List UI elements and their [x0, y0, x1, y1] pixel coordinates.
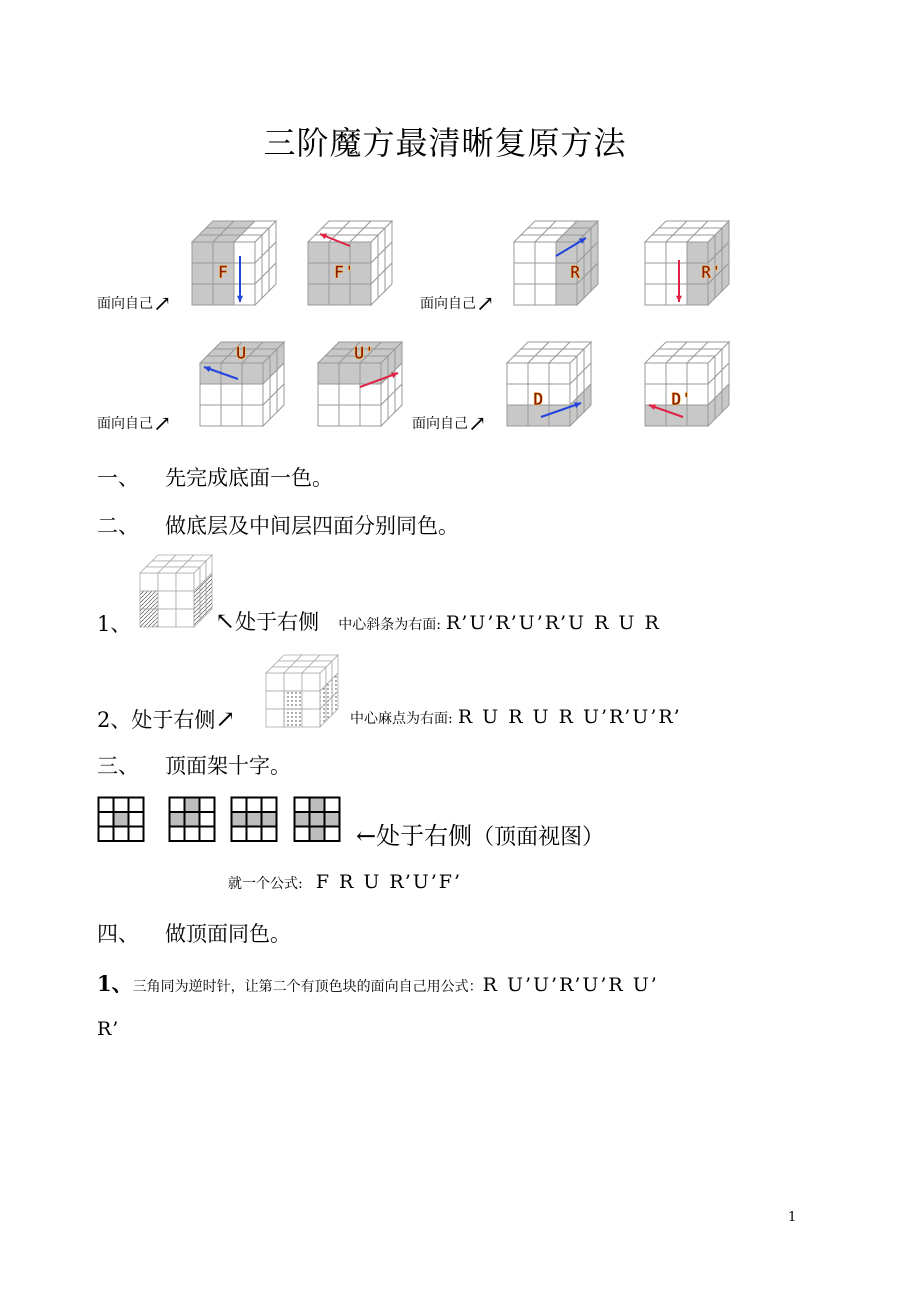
section-heading-1 — [97, 462, 333, 492]
grid-cell — [200, 798, 215, 813]
front-facelet — [645, 263, 666, 284]
front-facelet — [302, 691, 320, 709]
step4-number: 1、 — [97, 971, 133, 996]
grid-cell — [262, 798, 277, 813]
move-label: R — [570, 263, 581, 283]
front-facelet — [234, 242, 255, 263]
front-facelet — [350, 242, 371, 263]
front-facelet — [528, 363, 549, 384]
arrow-up-right-icon: ↗ — [468, 412, 487, 437]
grid-cell — [185, 812, 200, 827]
arrow-up-left-icon: ↖ — [215, 607, 236, 635]
section-text: 先完成底面一色。 — [165, 466, 333, 490]
front-facelet — [535, 263, 556, 284]
move-label: D — [533, 390, 544, 410]
case-number: 1、 — [97, 612, 132, 636]
cross-note: 就一个公式: — [228, 876, 303, 892]
grid-cell — [325, 798, 340, 813]
front-facelet — [302, 709, 320, 727]
section-text: 做顶面同色。 — [165, 922, 291, 946]
front-facelet — [549, 384, 570, 405]
cross-formula-line — [228, 871, 462, 893]
front-facelet — [308, 263, 329, 284]
front-facelet — [158, 609, 176, 627]
section-number: 四、 — [97, 922, 139, 946]
section-number: 一、 — [97, 466, 139, 490]
case-1-position — [215, 606, 661, 636]
front-facelet — [507, 384, 528, 405]
front-facelet — [176, 591, 194, 609]
top-view-grid-cross — [293, 796, 341, 842]
section-heading-2 — [97, 510, 459, 540]
front-facelet — [140, 573, 158, 591]
front-facelet — [645, 363, 666, 384]
grid-cell — [114, 812, 129, 827]
front-facelet — [507, 363, 528, 384]
grid-cell — [247, 798, 262, 813]
grid-cell — [247, 812, 262, 827]
front-facelet — [514, 284, 535, 305]
section-heading-3 — [97, 750, 291, 780]
step4-line — [97, 968, 659, 998]
step4-formula-cont: R’ — [97, 1018, 121, 1040]
grid-cell — [232, 827, 247, 842]
case-2-line — [97, 704, 235, 734]
grid-cell — [99, 827, 114, 842]
case-note: 中心麻点为右面: — [350, 711, 453, 727]
face-label — [412, 412, 486, 437]
front-facelet — [308, 242, 329, 263]
case-formula: R’U’R’U’R’U R U R — [446, 612, 661, 634]
front-facelet — [687, 363, 708, 384]
front-facelet — [645, 242, 666, 263]
section-text: 做底层及中间层四面分别同色。 — [165, 514, 459, 538]
page-title: 三阶魔方最清晰复原方法 — [263, 124, 627, 162]
move-cube-d-prime — [641, 337, 731, 432]
grid-cell — [232, 798, 247, 813]
front-facelet — [158, 591, 176, 609]
front-facelet — [549, 363, 570, 384]
grid-cell — [310, 798, 325, 813]
face-label — [420, 292, 494, 317]
front-facelet — [200, 384, 221, 405]
front-facelet — [339, 363, 360, 384]
front-facelet — [645, 384, 666, 405]
move-label: R' — [701, 263, 722, 283]
face-label-text: 面向自己 — [97, 416, 153, 432]
front-facelet — [266, 673, 284, 691]
top-view-grid-l — [168, 796, 216, 842]
front-facelet — [308, 284, 329, 305]
case-cube-striped — [136, 551, 214, 629]
grid-cell — [232, 812, 247, 827]
front-facelet — [360, 384, 381, 405]
front-facelet — [176, 609, 194, 627]
top-view-grid-line — [230, 796, 278, 842]
grid-cell — [295, 812, 310, 827]
front-facelet — [514, 242, 535, 263]
section-text: 顶面架十字。 — [165, 754, 291, 778]
front-facelet — [213, 242, 234, 263]
move-cube-f-prime — [304, 216, 394, 311]
case-number: 2、 — [97, 708, 132, 732]
grid-cell — [129, 827, 144, 842]
page-number: 1 — [788, 1210, 797, 1225]
grid-cell — [200, 812, 215, 827]
front-facelet — [221, 405, 242, 426]
front-facelet — [329, 284, 350, 305]
front-facelet — [284, 691, 302, 709]
grid-cell — [170, 798, 185, 813]
move-label: F' — [334, 263, 355, 283]
grid-cell — [185, 798, 200, 813]
front-facelet — [284, 709, 302, 727]
grid-cell — [295, 798, 310, 813]
front-facelet — [339, 384, 360, 405]
move-label: U — [236, 344, 247, 364]
front-facelet — [318, 384, 339, 405]
front-facelet — [242, 384, 263, 405]
grid-cell — [310, 812, 325, 827]
grid-cell — [114, 827, 129, 842]
front-facelet — [350, 284, 371, 305]
front-facelet — [360, 405, 381, 426]
front-facelet — [339, 405, 360, 426]
arrow-up-right-icon: ↗ — [215, 705, 236, 733]
front-facelet — [234, 284, 255, 305]
front-facelet — [687, 284, 708, 305]
front-facelet — [192, 263, 213, 284]
move-cube-u — [196, 337, 286, 432]
cross-arrow-text: ←处于右侧 — [356, 822, 473, 850]
front-facelet — [535, 242, 556, 263]
move-label: F — [218, 263, 229, 283]
arrow-up-right-icon: ↗ — [153, 292, 172, 317]
cross-view-text: （顶面视图） — [472, 825, 605, 850]
front-facelet — [645, 284, 666, 305]
front-facelet — [200, 405, 221, 426]
case-cube-dotted — [262, 651, 340, 729]
section-heading-4 — [97, 918, 291, 948]
front-facelet — [176, 573, 194, 591]
case-position: 处于右侧 — [131, 708, 216, 732]
front-facelet — [535, 284, 556, 305]
move-cube-r-prime — [641, 216, 731, 311]
grid-cell — [247, 827, 262, 842]
front-facelet — [507, 405, 528, 426]
section-number: 二、 — [97, 514, 139, 538]
move-cube-d — [503, 337, 593, 432]
grid-cell — [170, 827, 185, 842]
front-facelet — [514, 263, 535, 284]
step4-formula: R U’U’R’U’R U’ — [482, 974, 659, 996]
front-facelet — [158, 573, 176, 591]
front-facelet — [213, 284, 234, 305]
front-facelet — [556, 284, 577, 305]
case-2-formula-line — [350, 706, 682, 728]
front-facelet — [666, 284, 687, 305]
move-label: U' — [354, 344, 375, 364]
grid-cell — [170, 812, 185, 827]
grid-cell — [325, 827, 340, 842]
front-facelet — [200, 363, 221, 384]
front-facelet — [242, 363, 263, 384]
case-note: 中心斜条为右面: — [338, 617, 441, 633]
move-cube-r — [510, 216, 600, 311]
arrow-up-right-icon: ↗ — [476, 292, 495, 317]
front-facelet — [266, 709, 284, 727]
grid-cell — [325, 812, 340, 827]
grid-cell — [200, 827, 215, 842]
front-facelet — [192, 284, 213, 305]
face-label — [97, 292, 171, 317]
grid-cell — [262, 827, 277, 842]
front-facelet — [302, 673, 320, 691]
front-facelet — [687, 242, 708, 263]
front-facelet — [666, 363, 687, 384]
front-facelet — [140, 591, 158, 609]
face-label-text: 面向自己 — [420, 296, 476, 312]
cross-formula: F R U R’U’F’ — [315, 871, 463, 893]
front-facelet — [318, 405, 339, 426]
front-facelet — [192, 242, 213, 263]
top-view-grid-dot — [97, 796, 145, 842]
move-label: D' — [671, 390, 692, 410]
grid-cell — [114, 798, 129, 813]
front-facelet — [242, 405, 263, 426]
case-1-line — [97, 608, 131, 638]
front-facelet — [266, 691, 284, 709]
front-facelet — [318, 363, 339, 384]
front-facelet — [284, 673, 302, 691]
case-formula: R U R U R U’R’U’R’ — [457, 706, 682, 728]
front-facelet — [221, 384, 242, 405]
face-label-text: 面向自己 — [97, 296, 153, 312]
front-facelet — [140, 609, 158, 627]
cross-position — [356, 816, 604, 851]
grid-cell — [99, 812, 114, 827]
grid-cell — [99, 798, 114, 813]
front-facelet — [666, 242, 687, 263]
front-facelet — [666, 263, 687, 284]
front-facelet — [234, 263, 255, 284]
grid-cell — [185, 827, 200, 842]
arrow-up-right-icon: ↗ — [153, 412, 172, 437]
grid-cell — [295, 827, 310, 842]
face-label-text: 面向自己 — [412, 416, 468, 432]
grid-cell — [129, 798, 144, 813]
step4-text: 三角同为逆时针，让第二个有顶色块的面向自己用公式： — [132, 979, 483, 995]
grid-cell — [129, 812, 144, 827]
section-number: 三、 — [97, 754, 139, 778]
grid-cell — [262, 812, 277, 827]
case-position: 处于右侧 — [235, 610, 320, 634]
grid-cell — [310, 827, 325, 842]
move-cube-u-prime — [314, 337, 404, 432]
move-cube-f — [188, 216, 278, 311]
face-label — [97, 412, 171, 437]
